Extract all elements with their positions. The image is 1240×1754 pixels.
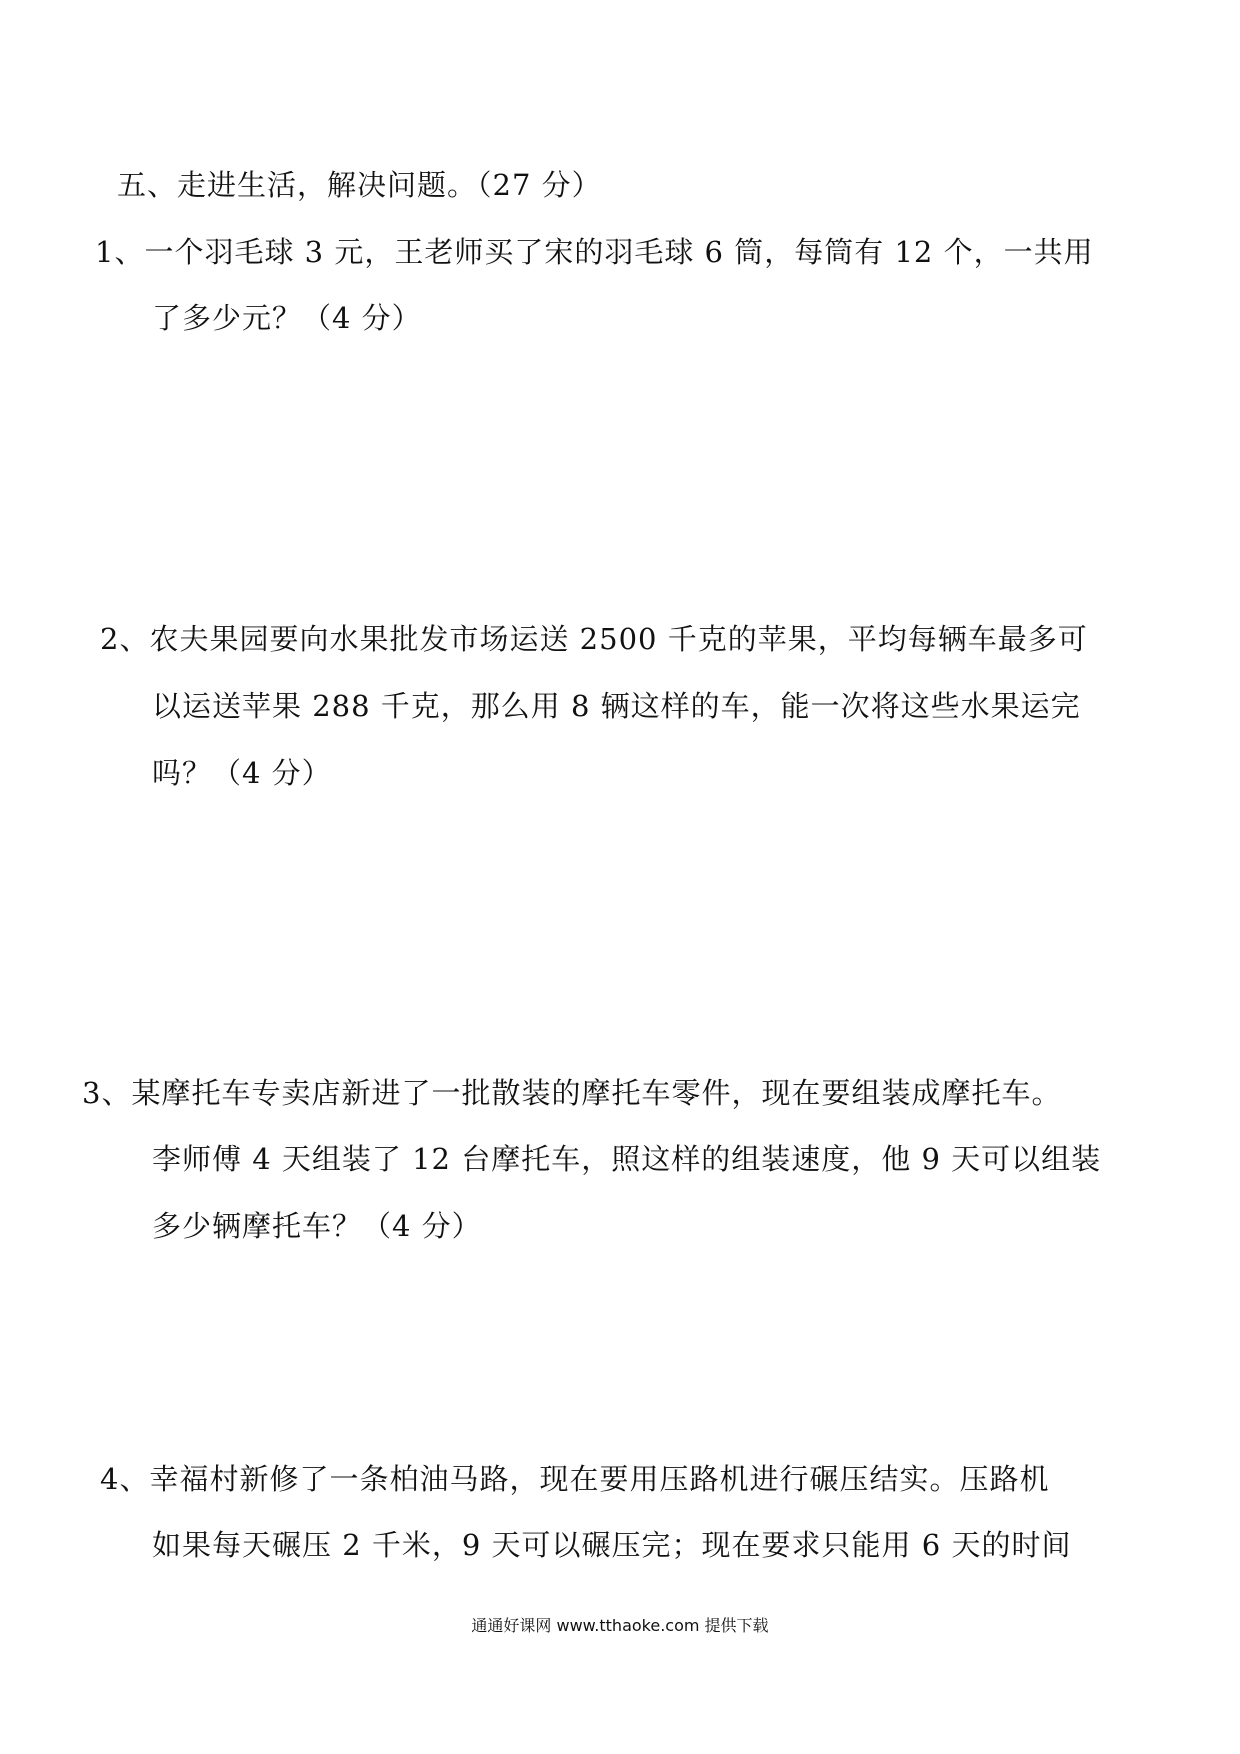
question-4-line-2: 如果每天碾压 2 千米，9 天可以碾压完；现在要求只能用 6 天的时间 (152, 1528, 1072, 1562)
footer-credit: 通通好课网 www.tthaoke.com 提供下载 (471, 1616, 769, 1635)
question-2-line-3: 吗？（4 分） (152, 756, 332, 790)
question-2-line-1: 2、农夫果园要向水果批发市场运送 2500 千克的苹果，平均每辆车最多可 (100, 622, 1088, 656)
question-1-line-2: 了多少元？（4 分） (152, 301, 422, 335)
question-1-line-1: 1、一个羽毛球 3 元，王老师买了宋的羽毛球 6 筒，每筒有 12 个，一共用 (95, 235, 1094, 269)
question-3-line-2: 李师傅 4 天组装了 12 台摩托车，照这样的组装速度，他 9 天可以组装 (152, 1142, 1102, 1176)
question-3-line-1: 3、某摩托车专卖店新进了一批散装的摩托车零件，现在要组装成摩托车。 (82, 1076, 1062, 1110)
question-3-line-3: 多少辆摩托车？（4 分） (152, 1209, 482, 1243)
question-4-line-1: 4、幸福村新修了一条柏油马路，现在要用压路机进行碾压结实。压路机 (100, 1462, 1050, 1496)
question-2-line-2: 以运送苹果 288 千克，那么用 8 辆这样的车，能一次将这些水果运完 (152, 689, 1081, 723)
section-heading: 五、走进生活，解决问题。（27 分） (117, 168, 602, 202)
